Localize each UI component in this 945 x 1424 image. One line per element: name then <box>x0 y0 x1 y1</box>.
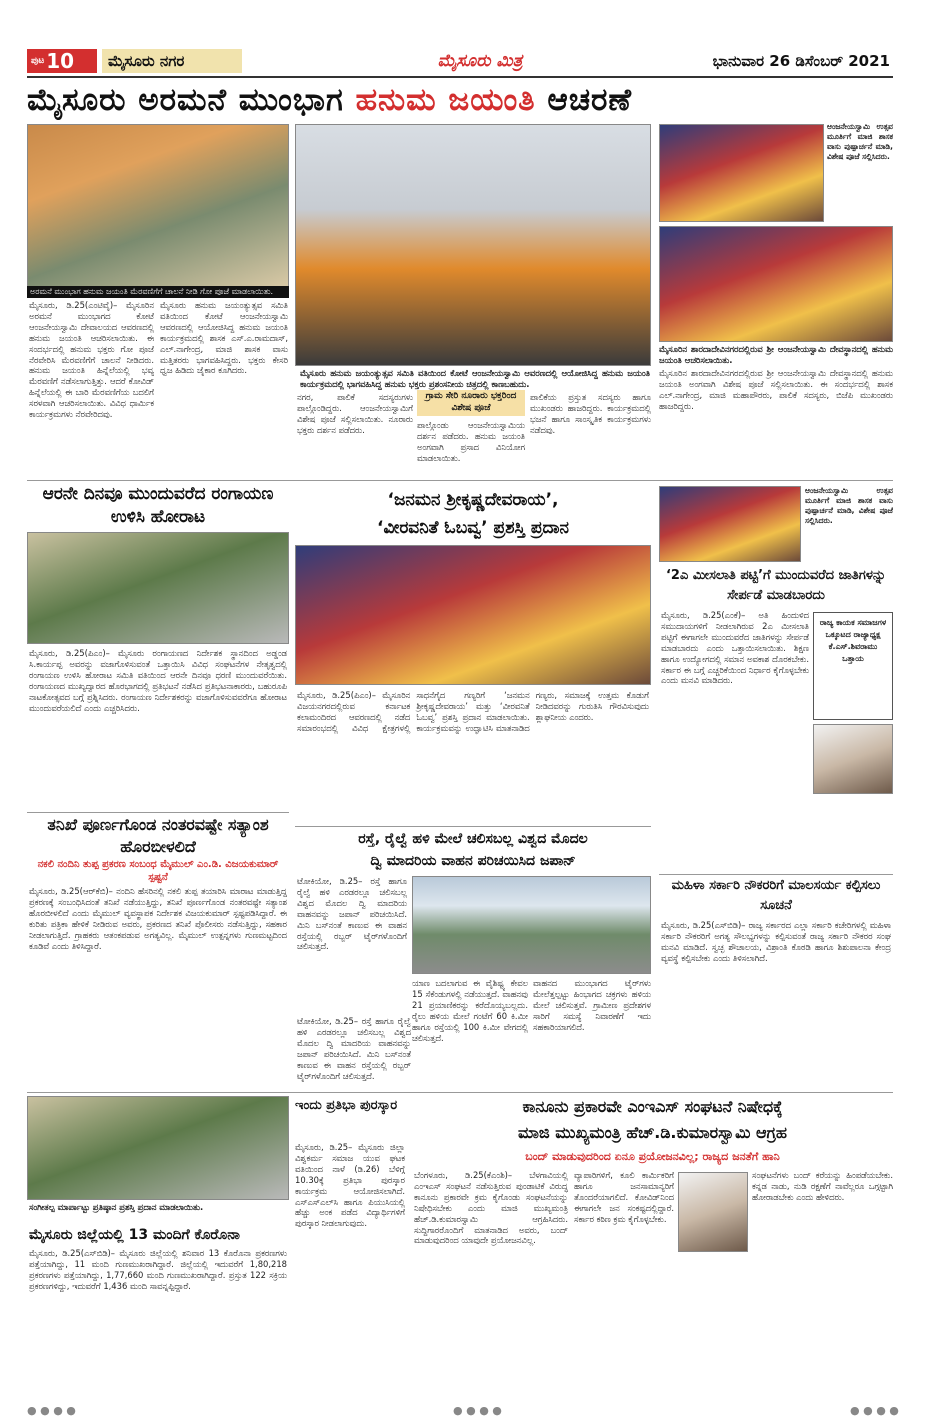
hdk-headline-line2: ಮಾಜಿ ಮುಖ್ಯಮಂತ್ರಿ ಹೆಚ್.ಡಿ.ಕುಮಾರಸ್ವಾಮಿ ಆಗ್ರಹ <box>518 1123 787 1142</box>
corona-photo-caption: ಸಂಗೀತಲ್ಪ ಮಾರ್ಪಾಟ್ಟು ಪ್ರತಿಷ್ಠಾನ ಪ್ರಶಸ್ತಿ ಪ್ರದಾನ ಮಾಡಲಾಯಿತು. <box>29 1202 204 1212</box>
newspaper-brand: ಮೈಸೂರು ಮಿತ್ರ <box>437 51 523 71</box>
bus-body-left: ಟೋಕಿಯೋ, ಡಿ.25– ರಸ್ತೆ ಹಾಗೂ ರೈಲ್ವೆ ಹಳಿ ಎರಡರಲ್ಲೂ ಚಲಿಸಬಲ್ಲ ವಿಶ್ವದ ಮೊದಲ ದ್ವಿ ಮಾದರಿಯ ವಾಹನವನ್ನು ಜಪಾನ್ ಪರಿಚಯಿಸಿದೆ. ಮಿನಿ ಬಸ್‌ನಂತೆ ಕಾಣುವ ಈ ವಾಹನ ರಸ್ತೆಯಲ್ಲಿ ರಬ್ಬರ್ ಟೈರ್‌ಗಳೊಂದಿಗೆ ಚಲಿಸುತ್ತದೆ. <box>297 876 407 952</box>
hdk-body-right: ಸಂಘಟನೆಗಳು ಬಂದ್ ಕರೆಯನ್ನು ಹಿಂಪಡೆಯಬೇಕು. ಕನ್ನಡ ನಾಡು, ನುಡಿ ರಕ್ಷಣೆಗೆ ನಾವೆಲ್ಲರೂ ಒಗ್ಗಟ್ಟಾಗಿ ಹೋರಾಡಬೇಕು ಎಂದು ಹೇಳಿದರು. <box>752 1170 893 1202</box>
hdk-subhead: ಬಂದ್ ಮಾಡುವುದರಿಂದ ಏನೂ ಪ್ರಯೋಜನವಿಲ್ಲ; ರಾಜ್ಯದ ಜನತೆಗೆ ಹಾನಿ <box>525 1150 780 1163</box>
satyamsha-body: ಮೈಸೂರು, ಡಿ.25(ಆರ್‌ಕೆಬಿ)– ನಂದಿನಿ ಹೆಸರಿನಲ್ಲಿ ನಕಲಿ ತುಪ್ಪ ತಯಾರಿಸಿ ಮಾರಾಟ ಮಾಡುತ್ತಿದ್ದ ಪ್ರಕರಣಕ್ಕೆ ಸಂಬಂಧಿಸಿದಂತೆ ತನಿಖೆ ನಡೆಯುತ್ತಿದ್ದು, ತನಿಖೆ ಪೂರ್ಣಗೊಂಡ ನಂತರವಷ್ಟೇ ಸತ್ಯಾಂಶ ಹೊರಬೀಳಲಿದೆ ಎಂದು ಮೈಮುಲ್ ವ್ಯವಸ್ಥಾಪಕ ನಿರ್ದೇಶಕ ವಿಜಯಕುಮಾರ್ ಸ್ಪಷ್ಟಪಡಿಸಿದ್ದಾರೆ. ಈ ಕುರಿತು ಪತ್ರಿಕಾ ಹೇಳಿಕೆ ನೀಡಿರುವ ಅವರು, ಪ್ರಕರಣದ ತನಿಖೆ ಪೊಲೀಸರು ನಡೆಸುತ್ತಿದ್ದು, ಸಹಕಾರ ನೀಡಲಾಗುತ್ತಿದೆ. ಗ್ರಾಹಕರು ಆತಂಕಪಡುವ ಅಗತ್ಯವಿಲ್ಲ. ಮೈಮುಲ್ ಉತ್ಪನ್ನಗಳು ಗುಣಮಟ್ಟದಿಂದ ಕೂಡಿವೆ ಎಂದು ತಿಳಿಸಿದ್ದಾರೆ. <box>29 886 287 951</box>
satyamsha-subhead: ನಕಲಿ ನಂದಿನಿ ತುಪ್ಪ ಪ್ರಕರಣ ಸಂಬಂಧ ಮೈಮುಲ್ ಎಂ.ಡಿ. ವಿಜಯಕುಮಾರ್ ಸ್ಪಷ್ಟನೆ <box>37 859 279 883</box>
lead-photo-4-caption: ಮೈಸೂರಿನ ಶಾರದಾದೇವಿನಗರದಲ್ಲಿರುವ ಶ್ರೀ ಆಂಜನೇಯಸ್ವಾಮಿ ದೇವಸ್ಥಾನದಲ್ಲಿ ಹನುಮ ಜಯಂತಿ ಆಚರಿಸಲಾಯಿತು. <box>659 344 893 365</box>
print-registration-dots-right: ● ● ● ● <box>850 1404 899 1417</box>
print-registration-dots-center: ● ● ● ● <box>453 1404 502 1417</box>
corona-photo <box>27 1096 289 1200</box>
lead-subhead: ಗ್ರಾಮ ಸೇರಿ ನೂರಾರು ಭಕ್ತರಿಂದ ವಿಶೇಷ ಪೂಜೆ <box>417 390 525 416</box>
hdk-body-mid: ವ್ಯಾಪಾರಿಗಳಿಗೆ, ಕೂಲಿ ಕಾರ್ಮಿಕರಿಗೆ ಹಾಗೂ ಜನಸಾಮಾನ್ಯರಿಗೆ ತೊಂದರೆಯಾಗಲಿದೆ. ಕೋವಿಡ್‌ನಿಂದ ಈಗಾಗಲೇ ಜನ ಸಂಕಷ್ಟದಲ್ಲಿದ್ದಾರೆ. ಸರ್ಕಾರ ಕಠಿಣ ಕ್ರಮ ಕೈಗೊಳ್ಳಬೇಕು. <box>574 1170 674 1224</box>
lead-col-1: ಮೈಸೂರು, ಡಿ.25(ಎಂಟಿವೈ)– ಮೈಸೂರಿನ ಅರಮನೆ ಮುಂಭಾಗದ ಕೋಟೆ ಆಂಜನೇಯಸ್ವಾಮಿ ದೇವಾಲಯದ ಆವರಣದಲ್ಲಿ ಹನುಮ ಜಯಂತಿ ಆಚರಿಸಲಾಯಿತು. ಈ ಸಂದರ್ಭದಲ್ಲಿ ಹನುಮ ಭಕ್ತರು ಗೋ ಪೂಜೆ ನೆರವೇರಿಸಿ ಮೆರವಣಿಗೆಗೆ ಚಾಲನೆ ನೀಡಿದರು. ಹನುಮ ಜಯಂತಿ ಹಿನ್ನೆಲೆಯಲ್ಲಿ ಭವ್ಯ ಮೆರವಣಿಗೆ ನಡೆಸಲಾಗುತ್ತಿತ್ತು. ಆದರೆ ಕೋವಿಡ್ ಹಿನ್ನೆಲೆಯಲ್ಲಿ ಈ ಬಾರಿ ಮೆರವಣಿಗೆಯ ಬದಲಿಗೆ ಸರಳವಾಗಿ ಆಚರಿಸಲಾಯಿತು. ವಿವಿಧ ಧಾರ್ಮಿಕ ಕಾರ್ಯಕ್ರಮಗಳು ನೆರವೇರಿದವು. <box>29 300 154 420</box>
satyamsha-top-rule <box>27 812 289 813</box>
award-body: ಮೈಸೂರು, ಡಿ.25(ಪಿಎಂ)– ಮೈಸೂರಿನ ವಿಜಯನಗರದಲ್ಲಿರುವ ಕರ್ನಾಟಕ ಕಲಾಮಂದಿರದ ಆವರಣದಲ್ಲಿ ನಡೆದ ಸಮಾರಂಭದಲ್ಲಿ ವಿವಿಧ ಕ್ಷೇತ್ರಗಳಲ್ಲಿ ಸಾಧನೆಗೈದ ಗಣ್ಯರಿಗೆ ‘ಜನಮನ ಶ್ರೀಕೃಷ್ಣದೇವರಾಯ’ ಮತ್ತು ‘ವೀರವನಿತೆ ಓಬವ್ವ’ ಪ್ರಶಸ್ತಿ ಪ್ರದಾನ ಮಾಡಲಾಯಿತು. ಕಾರ್ಯಕ್ರಮವನ್ನು ಉದ್ಘಾಟಿಸಿ ಮಾತನಾಡಿದ ಗಣ್ಯರು, ಸಮಾಜಕ್ಕೆ ಉತ್ತಮ ಕೊಡುಗೆ ನೀಡಿದವರನ್ನು ಗುರುತಿಸಿ ಗೌರವಿಸುವುದು ಶ್ಲಾಘನೀಯ ಎಂದರು. <box>297 690 649 733</box>
lead-photo-1 <box>27 124 289 288</box>
award-headline-line1: ‘ಜನಮನ ಶ್ರೀಕೃಷ್ಣದೇವರಾಯ’, <box>387 490 559 510</box>
lead-photo-1-caption: ಅರಮನೆ ಮುಂಭಾಗ ಹನುಮ ಜಯಂತಿ ಮೆರವಣಿಗೆಗೆ ಚಾಲನೆ ನೀಡಿ ಗೋ ಪೂಜೆ ಮಾಡಲಾಯಿತು. <box>27 286 289 298</box>
page-label: ಪುಟ <box>31 56 45 66</box>
hdk-headline <box>412 1094 893 1146</box>
rangayana-photo <box>27 532 289 644</box>
lead-col-5: ಪಾಲಿಕೆಯ ಪ್ರಸ್ತುತ ಸದಸ್ಯರು ಹಾಗೂ ಮುಖಂಡರು ಹಾಜರಿದ್ದರು. ಕಾರ್ಯಕ್ರಮದಲ್ಲಿ ಭಜನೆ ಹಾಗೂ ಸಾಂಸ್ಕೃತಿಕ ಕಾರ್ಯಕ್ರಮಗಳು ನಡೆದವು. <box>530 392 651 435</box>
award-headline-line2: ‘ವೀರವನಿತೆ ಓಬವ್ವ’ ಪ್ರಶಸ್ತಿ ಪ್ರದಾನ <box>377 518 569 538</box>
hdk-headline-line1: ಕಾನೂನು ಪ್ರಕಾರವೇ ಎಂಇಎಸ್ ಸಂಘಟನೆ ನಿಷೇಧಕ್ಕೆ <box>522 1097 783 1116</box>
women-headline: ಮಹಿಳಾ ಸರ್ಕಾರಿ ನೌಕರರಿಗೆ ಮಾಲಸರ್ಯ ಕಲ್ಪಿಸಲು ಸೂಚನೆ <box>671 878 881 913</box>
women-top-rule <box>659 874 893 875</box>
prize-headline: ಇಂದು ಪ್ರತಿಭಾ ಪುರಸ್ಕಾರ <box>295 1098 398 1113</box>
lead-col-3: ನಗರ, ಪಾಲಿಕೆ ಸದಸ್ಯರುಗಳು ಪಾಲ್ಗೊಂಡಿದ್ದರು. ಆಂಜನೇಯಸ್ವಾಮಿಗೆ ವಿಶೇಷ ಪೂಜೆ ಸಲ್ಲಿಸಲಾಯಿತು. ನೂರಾರು ಭಕ್ತರು ದರ್ಶನ ಪಡೆದರು. <box>297 392 413 435</box>
lead-col-4: ಪಾಲ್ಗೊಂಡು ಆಂಜನೇಯಸ್ವಾಮಿಯ ದರ್ಶನ ಪಡೆದರು. ಹನುಮ ಜಯಂತಿ ಅಂಗವಾಗಿ ಪ್ರಸಾದ ವಿನಿಯೋಗ ಮಾಡಲಾಯಿತು. <box>417 420 525 463</box>
page-number-badge <box>27 49 97 73</box>
bus-body-right: ವಾಹನದ ಮುಂಭಾಗದ ಟೈರ್‌ಗಳು ಮೇಲೆತ್ತಲ್ಪಟ್ಟು ಹಿಂಭಾಗದ ಚಕ್ರಗಳು ಹಳಿಯ ಮೇಲೆ ಚಲಿಸುತ್ತವೆ. ಗ್ರಾಮೀಣ ಪ್ರದೇಶಗಳ ಸಾರಿಗೆ ಸಮಸ್ಯೆ ನಿವಾರಣೆಗೆ ಇದು ಸಹಕಾರಿಯಾಗಲಿದೆ. <box>533 978 651 1032</box>
lead-photo-2 <box>295 124 651 366</box>
2a-photo-1 <box>659 486 801 562</box>
bus-headline-line2: ದ್ವಿ ಮಾದರಿಯ ವಾಹನ ಪರಿಚಯಿಸಿದ ಜಪಾನ್ <box>370 853 576 869</box>
lead-col-6: ಮೈಸೂರಿನ ಶಾರದಾದೇವಿನಗರದಲ್ಲಿರುವ ಶ್ರೀ ಆಂಜನೇಯಸ್ವಾಮಿ ದೇವಸ್ಥಾನದಲ್ಲಿ ಹನುಮ ಜಯಂತಿ ಅಂಗವಾಗಿ ವಿಶೇಷ ಪೂಜೆ ಸಲ್ಲಿಸಲಾಯಿತು. ಈ ಸಂದರ್ಭದಲ್ಲಿ ಶಾಸಕ ಎಲ್.ನಾಗೇಂದ್ರ, ಮಾಜಿ ಮಹಾಪೌರರು, ಪಾಲಿಕೆ ಸದಸ್ಯರು, ಬಿಜೆಪಿ ಮುಖಂಡರು ಹಾಜರಿದ್ದರು. <box>659 368 893 411</box>
lead-headline-part3: ಆಚರಣೆ <box>535 82 633 118</box>
award-photo <box>295 545 651 685</box>
bus-headline <box>295 828 651 872</box>
corona-headline: ಮೈಸೂರು ಜಿಲ್ಲೆಯಲ್ಲಿ 13 ಮಂದಿಗೆ ಕೊರೊನಾ <box>29 1227 240 1243</box>
lead-headline-part2: ಹನುಮ ಜಯಂತಿ <box>355 82 536 118</box>
lead-bottom-rule <box>27 480 893 481</box>
lead-photo-2-caption: ಮೈಸೂರು ಹನುಮ ಜಯಂತ್ಯುತ್ಸವ ಸಮಿತಿ ವತಿಯಿಂದ ಕೋಟೆ ಆಂಜನೇಯಸ್ವಾಮಿ ಆವರಣದಲ್ಲಿ ಆಯೋಜಿಸಿದ್ದ ಹನುಮ ಜಯಂತಿ ಕಾರ್ಯಕ್ರಮದಲ್ಲಿ ಭಾಗವಹಿಸಿದ್ದ ಹನುಮ ಭಕ್ತರು ಪ್ರಶಂಸನೀಯ ಚಿತ್ರದಲ್ಲಿ ಕಾಣಬಹುದು. <box>300 368 650 389</box>
lead-photo-3 <box>659 124 824 222</box>
lead-photo-4 <box>659 226 893 342</box>
hdk-body-left: ಬೆಂಗಳೂರು, ಡಿ.25(ಕೆಎಂಶಿ)– ಬೆಳಗಾವಿಯಲ್ಲಿ ಎಂಇಎಸ್ ಸಂಘಟನೆ ನಡೆಸುತ್ತಿರುವ ಪುಂಡಾಟಿಕೆ ವಿರುದ್ಧ ಕಾನೂನು ಪ್ರಕಾರವೇ ಕ್ರಮ ಕೈಗೊಂಡು ಸಂಘಟನೆಯನ್ನು ನಿಷೇಧಿಸಬೇಕು ಎಂದು ಮಾಜಿ ಮುಖ್ಯಮಂತ್ರಿ ಹೆಚ್.ಡಿ.ಕುಮಾರಸ್ವಾಮಿ ಆಗ್ರಹಿಸಿದರು. ಸುದ್ದಿಗಾರರೊಂದಿಗೆ ಮಾತನಾಡಿದ ಅವರು, ಬಂದ್ ಮಾಡುವುದರಿಂದ ಯಾವುದೇ ಪ್ರಯೋಜನವಿಲ್ಲ. <box>414 1170 568 1246</box>
issue-date: ಭಾನುವಾರ 26 ಡಿಸೆಂಬರ್ 2021 <box>712 52 890 70</box>
bus-top-rule <box>295 826 651 827</box>
prize-body: ಮೈಸೂರು, ಡಿ.25– ಮೈಸೂರು ಜಿಲ್ಲಾ ವಿಶ್ವಕರ್ಮ ಸಮಾಜ ಯುವ ಘಟಕ ವತಿಯಿಂದ ನಾಳೆ (ಡಿ.26) ಬೆಳಿಗ್ಗೆ 10.30ಕ್ಕೆ ಪ್ರತಿಭಾ ಪುರಸ್ಕಾರ ಕಾರ್ಯಕ್ರಮ ಆಯೋಜಿಸಲಾಗಿದೆ. ಎಸ್‌ಎಸ್‌ಎಲ್‌ಸಿ ಹಾಗೂ ಪಿಯುಸಿಯಲ್ಲಿ ಹೆಚ್ಚು ಅಂಕ ಪಡೆದ ವಿದ್ಯಾರ್ಥಿಗಳಿಗೆ ಪುರಸ್ಕಾರ ನೀಡಲಾಗುವುದು. <box>295 1142 405 1229</box>
2a-body: ಮೈಸೂರು, ಡಿ.25(ಎಂಕೆ)– ಅತಿ ಹಿಂದುಳಿದ ಸಮುದಾಯಗಳಿಗೆ ನೀಡಲಾಗಿರುವ 2ಎ ಮೀಸಲಾತಿ ಪಟ್ಟಿಗೆ ಈಗಾಗಲೇ ಮುಂದುವರೆದ ಜಾತಿಗಳನ್ನು ಸೇರ್ಪಡೆ ಮಾಡಬಾರದು ಎಂದು ಒತ್ತಾಯಿಸಲಾಯಿತು. ಶಿಕ್ಷಣ ಹಾಗೂ ಉದ್ಯೋಗದಲ್ಲಿ ಸಮಾನ ಅವಕಾಶ ದೊರಕಬೇಕು. ಸರ್ಕಾರ ಈ ಬಗ್ಗೆ ಎಚ್ಚರಿಕೆಯಿಂದ ನಿರ್ಧಾರ ಕೈಗೊಳ್ಳಬೇಕು ಎಂದು ಮನವಿ ಮಾಡಿದರು. <box>661 610 809 686</box>
award-headline <box>295 486 651 542</box>
page-number: 10 <box>46 49 75 73</box>
2a-portrait <box>813 724 893 794</box>
rangayana-headline: ಆರನೇ ದಿನವೂ ಮುಂದುವರೆದ ರಂಗಾಯಣ ಉಳಿಸಿ ಹೋರಾಟ <box>42 484 274 527</box>
lead-col-2: ಮೈಸೂರು ಹನುಮ ಜಯಂತ್ಯುತ್ಸವ ಸಮಿತಿ ವತಿಯಿಂದ ಕೋಟೆ ಆಂಜನೇಯಸ್ವಾಮಿ ಆವರಣದಲ್ಲಿ ಆಯೋಜಿಸಿದ್ದ ಹನುಮ ಜಯಂತಿ ಕಾರ್ಯಕ್ರಮದಲ್ಲಿ ಶಾಸಕ ಎಸ್.ಎ.ರಾಮದಾಸ್, ಎಲ್.ನಾಗೇಂದ್ರ, ಮಾಜಿ ಶಾಸಕ ವಾಸು ಮತ್ತಿತರರು ಭಾಗವಹಿಸಿದ್ದರು. ಭಕ್ತರು ಕೇಸರಿ ಧ್ವಜ ಹಿಡಿದು ಜೈಕಾರ ಕೂಗಿದರು. <box>160 300 288 376</box>
bottom-section-rule <box>27 1092 893 1093</box>
lead-headline-part1: ಮೈಸೂರು ಅರಮನೆ ಮುಂಭಾಗ <box>27 82 356 118</box>
2a-photo-1-caption: ಆಂಜನೇಯಸ್ವಾಮಿ ಉತ್ಸವ ಮೂರ್ತಿಗೆ ಮಾಜಿ ಶಾಸಕ ವಾಸು ಪುಷ್ಪಾರ್ಚನೆ ಮಾಡಿ, ವಿಶೇಷ ಪೂಜೆ ಸಲ್ಲಿಸಿದರು. <box>805 486 893 525</box>
women-body: ಮೈಸೂರು, ಡಿ.25(ಎಸ್‌ಬಿಡಿ)– ರಾಜ್ಯ ಸರ್ಕಾರದ ಎಲ್ಲಾ ಸರ್ಕಾರಿ ಕಚೇರಿಗಳಲ್ಲಿ ಮಹಿಳಾ ಸರ್ಕಾರಿ ನೌಕರರಿಗೆ ಅಗತ್ಯ ಸೌಲಭ್ಯಗಳನ್ನು ಕಲ್ಪಿಸುವಂತೆ ರಾಜ್ಯ ಸರ್ಕಾರಿ ನೌಕರರ ಸಂಘ ಮನವಿ ಮಾಡಿದೆ. ಸ್ವಚ್ಛ ಶೌಚಾಲಯ, ವಿಶ್ರಾಂತಿ ಕೊಠಡಿ ಹಾಗೂ ಶಿಶುಪಾಲನಾ ಕೇಂದ್ರ ವ್ಯವಸ್ಥೆ ಕಲ್ಪಿಸಬೇಕು ಎಂದು ತಿಳಿಸಲಾಗಿದೆ. <box>661 920 891 963</box>
lead-photo-3-caption: ಆಂಜನೇಯಸ್ವಾಮಿ ಉತ್ಸವ ಮೂರ್ತಿಗೆ ಮಾಜಿ ಶಾಸಕ ವಾಸು ಪುಷ್ಪಾರ್ಚನೆ ಮಾಡಿ, ವಿಶೇಷ ಪೂಜೆ ಸಲ್ಲಿಸಿದರು. <box>827 122 893 161</box>
rangayana-body: ಮೈಸೂರು, ಡಿ.25(ಪಿಎಂ)– ಮೈಸೂರು ರಂಗಾಯಣದ ನಿರ್ದೇಶಕ ಸ್ಥಾನದಿಂದ ಅಡ್ಡಂಡ ಸಿ.ಕಾರ್ಯಪ್ಪ ಅವರನ್ನು ವಜಾಗೊಳಿಸುವಂತೆ ಒತ್ತಾಯಿಸಿ ವಿವಿಧ ಸಂಘಟನೆಗಳ ನೇತೃತ್ವದಲ್ಲಿ ರಂಗಾಯಣ ಉಳಿಸಿ ಹೋರಾಟ ಸಮಿತಿ ವತಿಯಿಂದ ಆರನೇ ದಿನವೂ ಧರಣಿ ಮುಂದುವರೆಯಿತು. ರಂಗಾಯಣದ ಮುಖ್ಯದ್ವಾರದ ಹೊರಭಾಗದಲ್ಲಿ ಪ್ರತಿಭಟನೆ ನಡೆಸಿದ ಪ್ರತಿಭಟನಾಕಾರರು, ಬಹುರೂಪಿ ನಾಟಕೋತ್ಸವದ ಬಗ್ಗೆ ಪ್ರಶ್ನಿಸಿದರು. ರಂಗಾಯಣ ನಿರ್ದೇಶಕರನ್ನು ವಜಾಗೊಳಿಸುವವರೆಗೂ ಹೋರಾಟ ಮುಂದುವರೆಯಲಿದೆ ಎಂದು ಎಚ್ಚರಿಸಿದರು. <box>29 648 287 713</box>
hdk-portrait <box>678 1172 748 1252</box>
bus-body-mid-left: ಟೋಕಿಯೋ, ಡಿ.25– ರಸ್ತೆ ಹಾಗೂ ರೈಲ್ವೆ ಹಳಿ ಎರಡರಲ್ಲೂ ಚಲಿಸಬಲ್ಲ ವಿಶ್ವದ ಮೊದಲ ದ್ವಿ ಮಾದರಿಯ ವಾಹನವನ್ನು ಜಪಾನ್ ಪರಿಚಯಿಸಿದೆ. ಮಿನಿ ಬಸ್‌ನಂತೆ ಕಾಣುವ ಈ ವಾಹನ ರಸ್ತೆಯಲ್ಲಿ ರಬ್ಬರ್ ಟೈರ್‌ಗಳೊಂದಿಗೆ ಚಲಿಸುತ್ತದೆ. <box>297 1016 411 1081</box>
bus-headline-line1: ರಸ್ತೆ, ರೈಲ್ವೆ ಹಳಿ ಮೇಲೆ ಚಲಿಸಬಲ್ಲ ವಿಶ್ವದ ಮೊದಲ <box>358 831 588 847</box>
2a-headline: ‘2ಎ ಮೀಸಲಾತಿ ಪಟ್ಟಿ’ಗೆ ಮುಂದುವರೆದ ಜಾತಿಗಳನ್ನು ಸೇರ್ಪಡೆ ಮಾಡಬಾರದು <box>665 568 886 603</box>
2a-sidebox-text: ರಾಜ್ಯ ಕಾಯಕ ಸಮಾಜಗಳ ಒಕ್ಕೂಟದ ರಾಜ್ಯಾಧ್ಯಕ್ಷ ಕೆ.ಎಸ್.ಶಿವರಾಮು ಒತ್ತಾಯ <box>819 618 887 663</box>
satyamsha-headline: ತನಿಖೆ ಪೂರ್ಣಗೊಂಡ ನಂತರವಷ್ಟೇ ಸತ್ಯಾಂಶ ಹೊರಬೀಳಲಿದೆ <box>47 815 269 856</box>
bus-photo <box>412 876 651 974</box>
bus-body-mid: ಯಾಣ ಬದಲಾಗುವ ಈ ವೈಶಿಷ್ಟ್ಯ ಕೇವಲ 15 ಸೆಕೆಂಡುಗಳಲ್ಲಿ ನಡೆಯುತ್ತದೆ. ವಾಹನವು 21 ಪ್ರಯಾಣಿಕರನ್ನು ಕರೆದೊಯ್ಯಬಲ್ಲದು. ರೈಲು ಹಳಿಯ ಮೇಲೆ ಗಂಟೆಗೆ 60 ಕಿ.ಮೀ ಹಾಗೂ ರಸ್ತೆಯಲ್ಲಿ 100 ಕಿ.ಮೀ ವೇಗದಲ್ಲಿ ಚಲಿಸುತ್ತದೆ. <box>412 978 528 1043</box>
lead-headline <box>27 78 893 122</box>
section-title: ಮೈಸೂರು ನಗರ <box>102 49 242 73</box>
print-registration-dots-left: ● ● ● ● <box>27 1404 76 1417</box>
2a-sidebox <box>813 612 893 720</box>
corona-body: ಮೈಸೂರು, ಡಿ.25(ಎಸ್‌ಬಿಡಿ)– ಮೈಸೂರು ಜಿಲ್ಲೆಯಲ್ಲಿ ಶನಿವಾರ 13 ಕೊರೊನಾ ಪ್ರಕರಣಗಳು ಪತ್ತೆಯಾಗಿದ್ದು, 11 ಮಂದಿ ಗುಣಮುಖರಾಗಿದ್ದಾರೆ. ಜಿಲ್ಲೆಯಲ್ಲಿ ಇದುವರೆಗೆ 1,80,218 ಪ್ರಕರಣಗಳು ಪತ್ತೆಯಾಗಿದ್ದು, 1,77,660 ಮಂದಿ ಗುಣಮುಖರಾಗಿದ್ದಾರೆ. ಪ್ರಸ್ತುತ 122 ಸಕ್ರಿಯ ಪ್ರಕರಣಗಳಿದ್ದು, ಇದುವರೆಗೆ 1,436 ಮಂದಿ ಸಾವನ್ನಪ್ಪಿದ್ದಾರೆ. <box>29 1248 287 1291</box>
